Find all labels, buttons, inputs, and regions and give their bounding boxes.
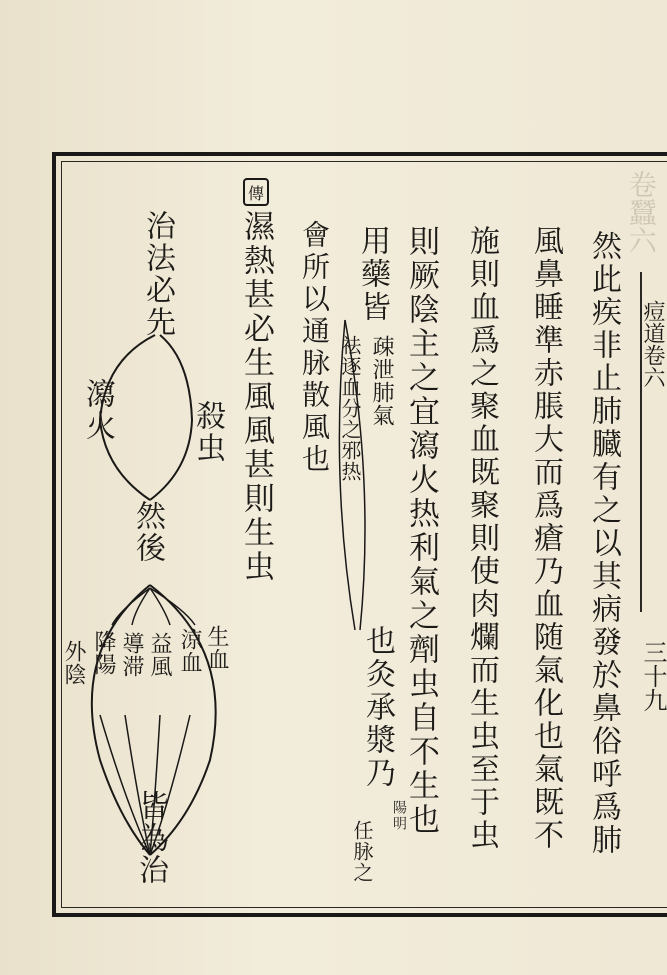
text-column-1: 然此疾非止肺臓有之以其病發於鼻俗呼爲肺 bbox=[586, 230, 621, 857]
leaf-number: 三十九 bbox=[639, 640, 667, 712]
diagram-subitem-2: 涼血 bbox=[177, 628, 202, 674]
bleed-through-text: 卷蠶六 bbox=[624, 170, 658, 254]
note-yangming: 陽明 bbox=[391, 800, 407, 832]
note-renmai: 任脉之 bbox=[350, 820, 374, 883]
text-column-6: 會所以通脉散風也 bbox=[298, 220, 331, 476]
diagram-subitem-4: 導滞 bbox=[119, 632, 144, 678]
diagram-subitem-3: 益風 bbox=[147, 632, 172, 678]
diagram-branch-right: 殺虫 bbox=[190, 400, 225, 464]
paired-note-right: 疎泄肺氣 bbox=[369, 335, 394, 427]
paired-note-left: 祛逐血分之邪热 bbox=[338, 335, 362, 482]
diagram-subitem-5: 降陽 bbox=[91, 630, 116, 676]
diagram-subitem-1: 生血 bbox=[204, 625, 229, 671]
text-column-4: 則厥陰主之宜瀉火热利氣之劑虫自不生也 bbox=[403, 225, 439, 837]
text-column-3: 施則血爲之聚血既聚則使肉爛而生虫至于虫 bbox=[464, 225, 499, 852]
diagram-join: 然後 bbox=[130, 500, 165, 564]
text-column-2: 風鼻睡準赤脹大而爲瘡乃血随氣化也氣既不 bbox=[528, 225, 563, 852]
diagram-subitem-6: 外陰 bbox=[61, 640, 86, 686]
commentary-marker: 傳 bbox=[243, 178, 269, 206]
text-column-5-tail: 也灸承漿乃 bbox=[360, 625, 395, 790]
text-column-5-head: 用藥皆 bbox=[355, 225, 390, 324]
diagram-conclusion: 皆為治 bbox=[133, 790, 168, 886]
diagram-title: 治法必先 bbox=[140, 210, 175, 338]
commentary-column: 濕熱甚必生風風甚則生虫 bbox=[238, 210, 274, 584]
book-title: 痘道卷六 bbox=[640, 300, 665, 388]
diagram-branch-left: 瀉火 bbox=[80, 378, 115, 442]
